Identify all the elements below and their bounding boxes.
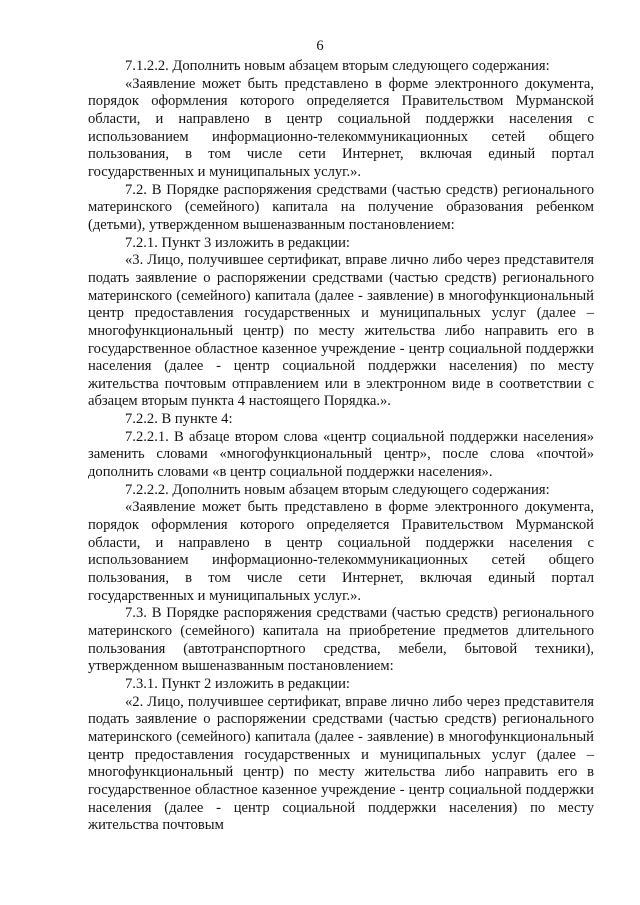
quoted-paragraph-electronic-application: «Заявление может быть представлено в форме электронного документа, порядок оформления которого определяется Правительством Мурманской области, и направлено в центр социальной поддержки населения с использованием информационно-телекоммуникационных сетей общего пользования, в том числе сети Интернет, включая единый портал государственных и муниципальных услуг.». (88, 75, 594, 180)
paragraph-7-3-1: 7.3.1. Пункт 2 изложить в редакции: (125, 675, 350, 692)
quoted-paragraph-item-3: «3. Лицо, получившее сертификат, вправе лично либо через представителя подать заявление о распоряжении средствами (частью средств) регионального материнского (семейного) капитала (далее - заявление) в многофункциональный центр предоставления государственных и муниципальных услуг (далее – многофункциональный центр) по месту жительства либо направить его в государственное областное казенное учреждение - центр социальной поддержки населения (далее - центр социальной поддержки населения) по месту жительства почтовым отправлением или в электронном виде в соответствии с абзацем вторым пункта 4 настоящего Порядка.». (88, 252, 594, 410)
paragraph-7-2-2: 7.2.2. В пункте 4: (125, 411, 233, 428)
document-body (88, 58, 594, 835)
paragraph-7-2-2-1: 7.2.2.1. В абзаце втором слова «центр социальной поддержки населения» заменить словами «многофункциональный центр», после слова «почтой» дополнить словами «в центр социальной поддержки населения». (88, 428, 594, 481)
paragraph-7-2-2-2: 7.2.2.2. Дополнить новым абзацем вторым следующего содержания: (125, 481, 550, 498)
paragraph-7-3: 7.3. В Порядке распоряжения средствами (частью средств) регионального материнского (семейного) капитала на приобретение предметов длительного пользования (автотранспортного средства, мебели, бытовой техники), утвержденном вышеназванным постановлением: (88, 605, 594, 675)
quoted-paragraph-electronic-application: «Заявление может быть представлено в форме электронного документа, порядок оформления которого определяется Правительством Мурманской области, и направлено в центр социальной поддержки населения с использованием информационно-телекоммуникационных сетей общего пользования, в том числе сети Интернет, включая единый портал государственных и муниципальных услуг.». (88, 499, 594, 604)
page-number: 6 (316, 38, 324, 54)
paragraph-7-2-1: 7.2.1. Пункт 3 изложить в редакции: (125, 234, 350, 251)
paragraph-7-1-2-2: 7.1.2.2. Дополнить новым абзацем вторым следующего содержания: (125, 58, 550, 74)
quoted-paragraph-item-2: «2. Лицо, получившее сертификат, вправе лично либо через представителя подать заявление о распоряжении средствами (частью средств) регионального материнского (семейного) капитала (далее - заявление) в многофункциональный центр предоставления государственных и муниципальных услуг (далее – многофункциональный центр) по месту жительства либо направить его в государственное областное казенное учреждение - центр социальной поддержки населения (далее - центр социальной поддержки населения) по месту жительства почтовым (88, 693, 594, 834)
paragraph-7-2: 7.2. В Порядке распоряжения средствами (частью средств) регионального материнского (семейного) капитала на получение образования ребенком (детьми), утвержденном вышеназванным постановлением: (88, 181, 594, 233)
